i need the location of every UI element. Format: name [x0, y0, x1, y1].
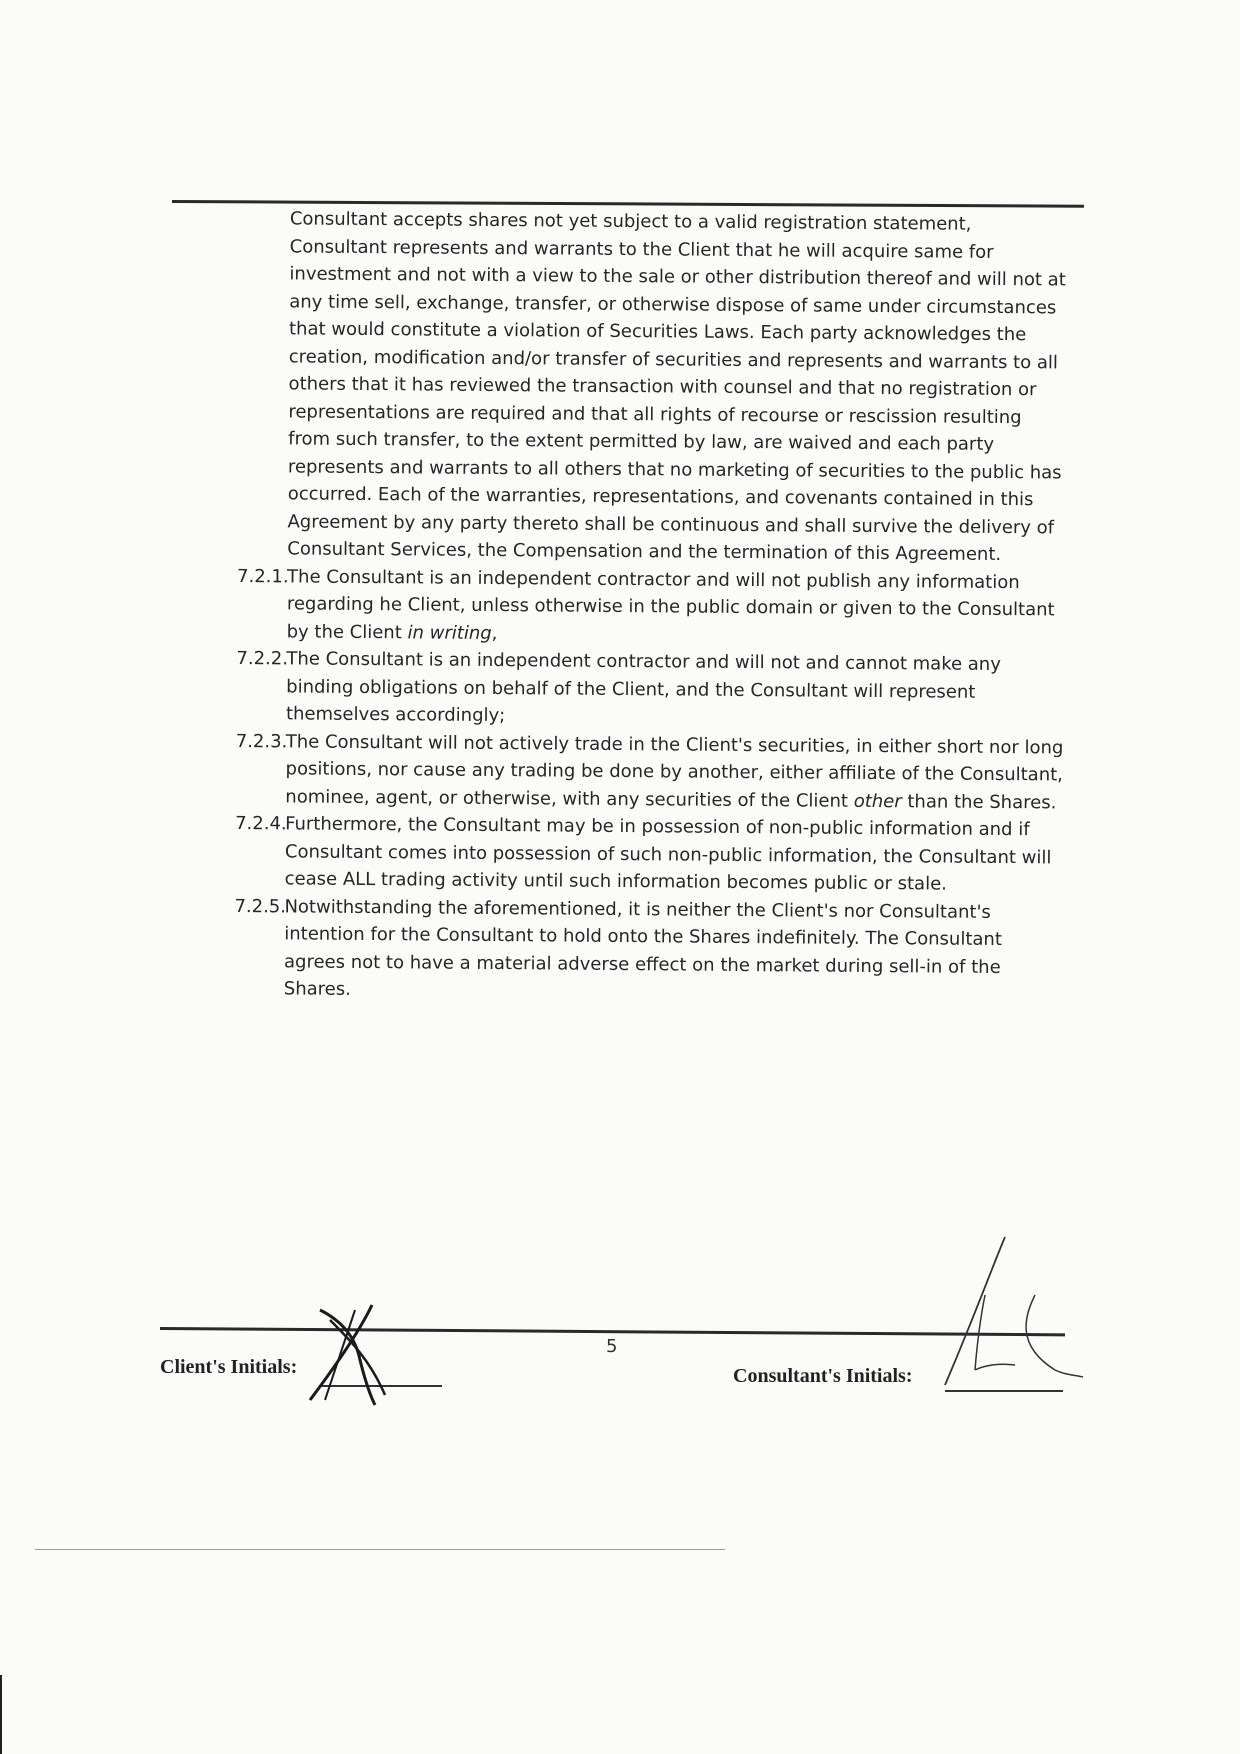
- clause-7-2-4: [235, 810, 1066, 899]
- clause-7-2-1: [237, 562, 1068, 651]
- client-initials-signature: [300, 1300, 410, 1410]
- clause-tail: than the Shares.: [901, 790, 1057, 813]
- consultant-initials-signature: [905, 1235, 1085, 1395]
- client-initials-label: Client's Initials:: [160, 1356, 298, 1378]
- clause-7-2-2: [236, 645, 1067, 734]
- clause-number: 7.2.4.: [235, 812, 287, 835]
- clause-text: The Consultant is an independent contractor and will not publish any information regarding he Client, unless otherwise in the public domain or given to the Consultant by the Client: [286, 565, 1055, 643]
- clause-number: 7.2.3.: [235, 730, 288, 752]
- clause-number: 7.2.1.: [237, 565, 289, 587]
- clause-text: The Consultant will not actively trade in the Client's securities, in either short nor long positions, nor cause any trading be done by another, either affiliate of the Consultant, nominee, agent, or otherwise, with any securities of the Client: [285, 730, 1064, 812]
- opening-paragraph: Consultant accepts shares not yet subject to a valid registration statement, Consultant represents and warrants to the Client that he will acquire same for investment and not with a view to the sale or other distribution thereof and will not at any time sell, exchange, transfer, or otherwise dispose of same under circumstances that would constitute a violation of Securities Laws. Each party acknowledges the creation, modification and/or transfer of securities and represents and warrants to all others that it has reviewed the transaction with counsel and that no registration or representations are required and that all rights of recourse or rescission resulting from such transfer, to the extent permitted by law, are waived and each party represents and warrants to all others that no marketing of securities to the public has occurred. Each of the warranties, representations, and covenants contained in this Agreement by any party thereto shall be continuous and shall survive the delivery of Consultant Services, the Compensation and the termination of this Agreement.: [287, 208, 1066, 565]
- clause-tail: ,: [491, 622, 498, 644]
- clause-number: 7.2.2.: [236, 647, 289, 670]
- clause-number: 7.2.5.: [234, 895, 287, 917]
- document-body: [234, 205, 1070, 1009]
- clause-text: Furthermore, the Consultant may be in possession of non-public information and if Consultant comes into possession of such non-public information, the Consultant will cease ALL trading activity until such information becomes public or stale.: [284, 813, 1052, 895]
- consultant-initials-label: Consultant's Initials:: [733, 1365, 913, 1387]
- bottom-scan-line: [35, 1549, 725, 1550]
- clause-7-2-5: [234, 892, 1065, 1009]
- edge-scan-mark: [0, 1675, 2, 1754]
- clause-emphasis: in writing: [407, 621, 492, 644]
- clause-7-2-3: [235, 727, 1066, 816]
- page-number: 5: [606, 1336, 618, 1357]
- clause-text: The Consultant is an independent contractor and will not and cannot make any binding obligations on behalf of the Client, and the Consultant will represent themselves accordingly;: [285, 648, 1001, 727]
- clause-text: Notwithstanding the aforementioned, it is neither the Client's nor Consultant's intention for the Consultant to hold onto the Shares indefinitely. The Consultant agrees not to have a material adverse effect on the market during sell-in of the Shares.: [283, 895, 1003, 1000]
- clause-emphasis: other: [853, 790, 902, 812]
